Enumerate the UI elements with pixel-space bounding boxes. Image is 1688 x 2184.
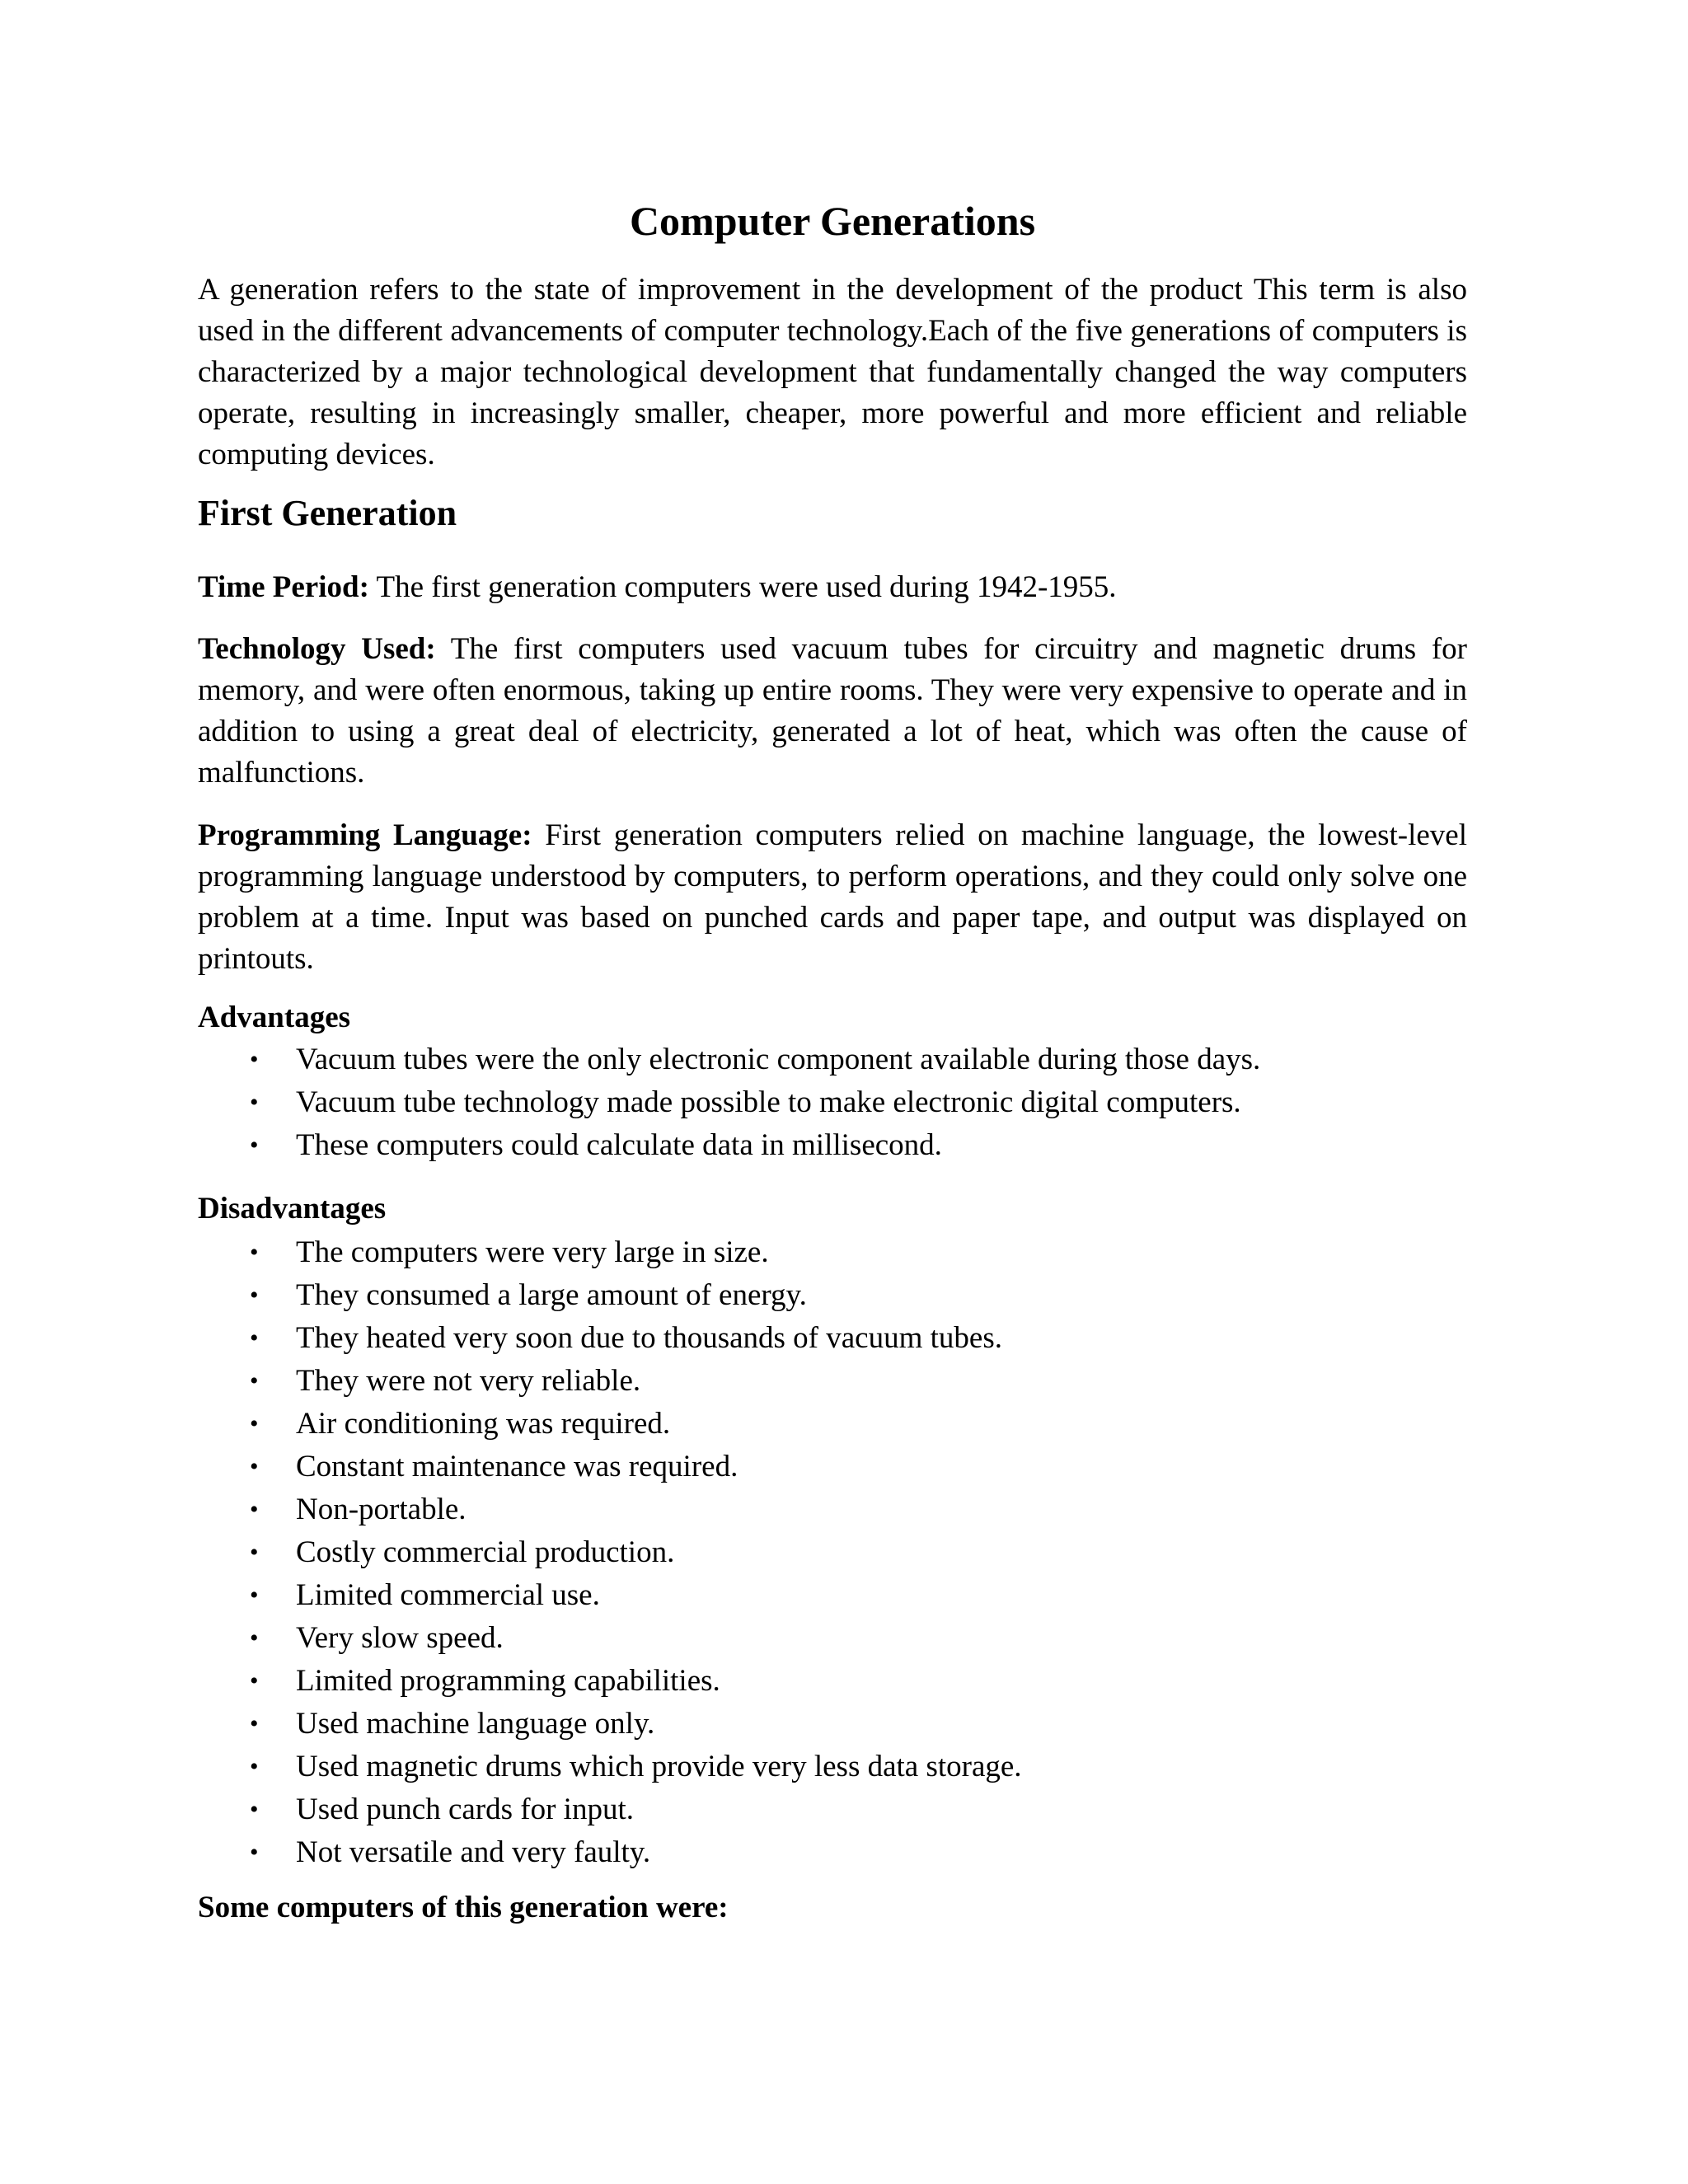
list-item: • Air conditioning was required. — [198, 1403, 1467, 1446]
list-item: • Costly commercial production. — [198, 1531, 1467, 1574]
bullet-icon: • — [250, 1089, 259, 1116]
section-heading-first-generation: First Generation — [198, 493, 457, 533]
bullet-icon: • — [250, 1710, 259, 1737]
list-item: • They consumed a large amount of energy. — [198, 1274, 1467, 1317]
list-item: • These computers could calculate data in millisecond. — [198, 1124, 1467, 1167]
closing-line: Some computers of this generation were: — [198, 1891, 729, 1924]
programming-language-label: Programming Language: — [198, 818, 532, 852]
list-item: • The computers were very large in size. — [198, 1231, 1467, 1274]
document-title: Computer Generations — [629, 198, 1036, 244]
bullet-icon: • — [250, 1539, 259, 1566]
list-item: • Constant maintenance was required. — [198, 1446, 1467, 1488]
time-period-label: Time Period: — [198, 570, 369, 604]
disadvantages-list — [198, 1231, 1467, 1874]
bullet-icon: • — [250, 1839, 259, 1866]
list-item: • They were not very reliable. — [198, 1360, 1467, 1403]
disadvantages-heading: Disadvantages — [198, 1192, 387, 1226]
technology-used-paragraph — [198, 629, 1467, 794]
programming-language-paragraph — [198, 815, 1467, 980]
bullet-icon: • — [250, 1282, 259, 1309]
list-item: • Not versatile and very faulty. — [198, 1831, 1467, 1874]
technology-used-label: Technology Used: — [198, 632, 436, 666]
bullet-icon: • — [250, 1367, 259, 1394]
bullet-icon: • — [250, 1624, 259, 1652]
intro-paragraph: A generation refers to the state of improvement in the development of the product This term is also used in the different advancements of computer technology.Each of the five generations of computers is characterized by a major technological development that fundamentally changed the way computers operate, resulting in increasingly smaller, cheaper, more powerful and more efficient and reliable computing devices. — [198, 273, 1467, 471]
list-item: • Limited commercial use. — [198, 1574, 1467, 1617]
bullet-icon: • — [250, 1496, 259, 1523]
bullet-icon: • — [250, 1324, 259, 1352]
list-item: • Limited programming capabilities. — [198, 1660, 1467, 1703]
bullet-icon: • — [250, 1046, 259, 1073]
list-item: • Used punch cards for input. — [198, 1788, 1467, 1831]
time-period-paragraph — [198, 567, 1467, 608]
advantages-list — [198, 1038, 1467, 1167]
advantages-heading: Advantages — [198, 1001, 351, 1034]
bullet-icon: • — [250, 1239, 259, 1266]
programming-language-text: First generation computers relied on machine language, the lowest-level programming language understood by computers, to perform operations, and they could only solve one problem at a time. Input was based on punched cards and paper tape, and output was displayed on printouts. — [198, 818, 1468, 976]
bullet-icon: • — [250, 1410, 259, 1437]
list-item: • Used magnetic drums which provide very less data storage. — [198, 1746, 1467, 1788]
list-item: • Very slow speed. — [198, 1617, 1467, 1660]
list-item: • Vacuum tubes were the only electronic component available during those days. — [198, 1038, 1467, 1081]
list-item: • Non-portable. — [198, 1488, 1467, 1531]
bullet-icon: • — [250, 1667, 259, 1694]
bullet-icon: • — [250, 1796, 259, 1823]
bullet-icon: • — [250, 1132, 259, 1159]
list-item: • They heated very soon due to thousands of vacuum tubes. — [198, 1317, 1467, 1360]
technology-used-text: The first computers used vacuum tubes for circuitry and magnetic drums for memory, and were often enormous, taking up entire rooms. They were very expensive to operate and in addition to using a great deal of electricity, generated a lot of heat, which was often the cause of malfunctions. — [198, 632, 1467, 790]
list-item: • Used machine language only. — [198, 1703, 1467, 1746]
bullet-icon: • — [250, 1453, 259, 1480]
list-item: • Vacuum tube technology made possible to make electronic digital computers. — [198, 1081, 1467, 1124]
time-period-text: The first generation computers were used during 1942-1955. — [368, 570, 1117, 604]
bullet-icon: • — [250, 1582, 259, 1609]
bullet-icon: • — [250, 1753, 259, 1780]
